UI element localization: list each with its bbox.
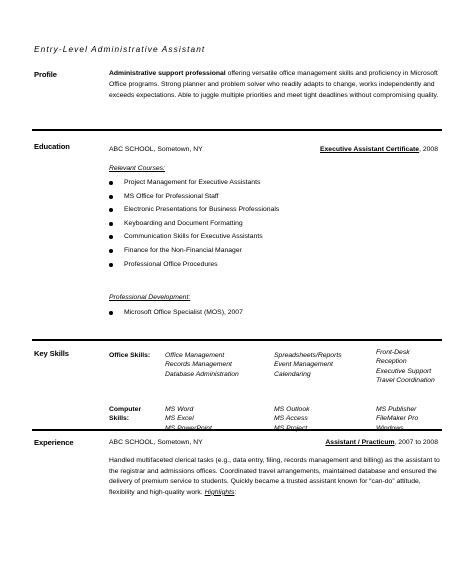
education-school: ABC SCHOOL, Sometown, NY [109, 146, 203, 153]
skill-item: MS Publisher [376, 406, 417, 413]
profile-label: Profile [34, 70, 57, 79]
highlights-label: Highlights [204, 488, 235, 496]
skill-item: Office Management [165, 352, 225, 359]
resume-title: Entry-Level Administrative Assistant [34, 44, 206, 54]
section-divider [32, 429, 442, 431]
office-skills-col-2 [274, 351, 342, 379]
education-label: Education [34, 142, 70, 151]
list-item: Professional Office Procedures [109, 258, 279, 272]
profile-lead: Administrative support professional [109, 70, 226, 77]
profile-body: offering versatile office management skills and proficiency in Microsoft Office programs. Strong planner and problem solver who readily adapts to change, works independently and exceeds expectations. Able to juggle multiple priorities and meet tight deadlines without compromising quality. [109, 70, 439, 100]
profile-text [109, 68, 442, 102]
experience-org: ABC SCHOOL, Sometown, NY [109, 439, 203, 446]
skill-item: Travel Coordination [376, 376, 435, 384]
office-skills-label: Office Skills: [109, 352, 151, 359]
key-skills-label: Key Skills [34, 349, 69, 358]
list-item: Project Management for Executive Assistants [109, 176, 279, 190]
role-title: Assistant / Practicum [325, 439, 395, 446]
development-heading: Professional Development: [109, 294, 191, 301]
experience-role [325, 439, 438, 446]
computer-label-line-1: Computer [109, 406, 142, 413]
experience-body: Handled multifaceted clerical tasks (e.g., data entry, filing, records management and billing) as the assistant to the registrar and admissions offices. Coordinated travel arrangements, maintained database and ensured the delivery of premium service to students. Quickly became a trusted assistant known for “can-do” attitude, flexibility and high-quality work. [109, 457, 440, 496]
list-item: Keyboarding and Document Formatting [109, 217, 279, 231]
section-divider [32, 339, 442, 341]
list-item: Electronic Presentations for Business Professionals [109, 203, 279, 217]
computer-label-line-2: Skills: [109, 415, 130, 423]
skill-item: Records Management [165, 361, 232, 369]
skill-item: Spreadsheets/Reports [274, 352, 342, 359]
courses-heading: Relevant Courses: [109, 165, 165, 172]
role-years: , 2007 to 2008 [394, 439, 438, 446]
courses-list [109, 176, 279, 271]
list-item: MS Office for Professional Staff [109, 190, 279, 204]
computer-skills-label [109, 405, 141, 424]
credential-name: Executive Assistant Certificate [319, 146, 420, 153]
list-item: Finance for the Non-Financial Manager [109, 244, 279, 258]
skill-item: Executive Support [376, 367, 432, 375]
experience-text [109, 456, 443, 498]
education-credential [320, 146, 438, 153]
skill-item: Front-Desk [376, 349, 410, 356]
skill-item: Calendaring [274, 370, 311, 378]
credential-year: , 2008 [419, 146, 438, 153]
office-skills-col-1 [165, 351, 239, 379]
skill-item: MS Excel [165, 415, 194, 423]
list-item: Microsoft Office Specialist (MOS), 2007 [109, 306, 243, 320]
development-list [109, 306, 243, 320]
skill-item: Database Administration [165, 370, 239, 378]
highlights-suffix: : [234, 488, 237, 496]
skill-item: Event Management [274, 361, 333, 369]
experience-label: Experience [34, 438, 74, 447]
skill-item: MS Access [274, 415, 308, 423]
skill-item: FileMaker Pro [376, 415, 419, 423]
office-skills-col-3 [376, 348, 435, 385]
section-divider [32, 129, 442, 131]
skill-item: MS Word [165, 406, 194, 413]
skill-item: MS Outlook [274, 406, 310, 413]
list-item: Communication Skills for Executive Assistants [109, 230, 279, 244]
skill-item: Reception [376, 358, 407, 366]
